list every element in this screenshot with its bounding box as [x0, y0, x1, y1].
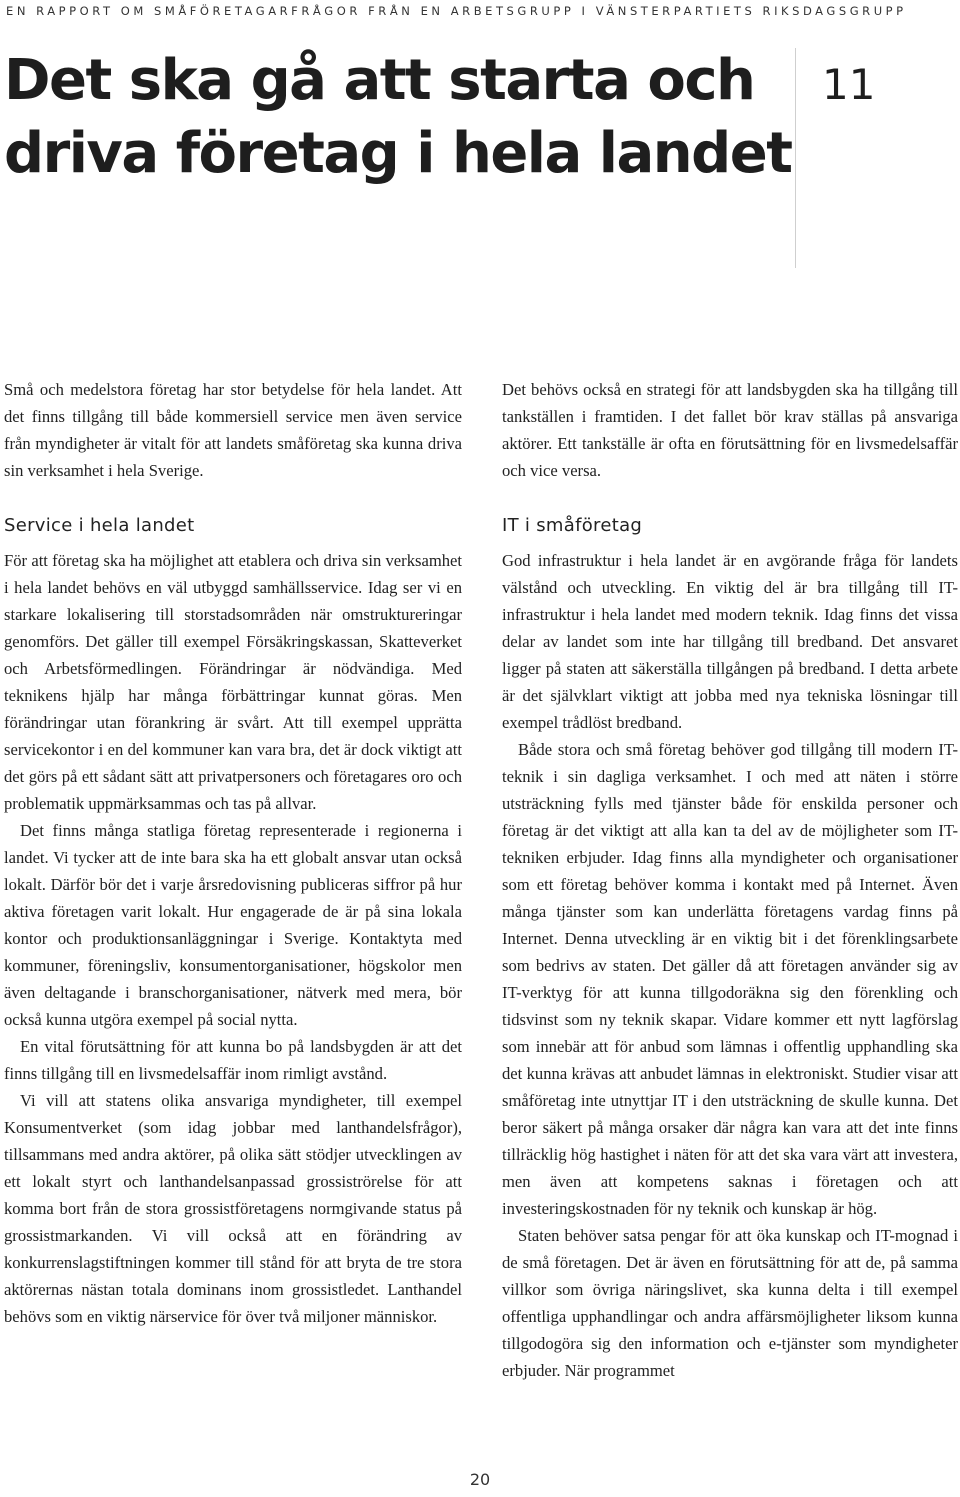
section-heading-it: IT i småföretag — [502, 515, 643, 536]
running-header: EN RAPPORT OM SMÅFÖRETAGARFRÅGOR FRÅN EN ARBETSGRUPP I VÄNSTERPARTIETS RIKSDAGSGRUPP — [6, 4, 907, 18]
chapter-title-line-1: Det ska gå att starta och — [4, 48, 755, 113]
section-heading-service: Service i hela landet — [4, 515, 195, 536]
chapter-number: 11 — [822, 60, 876, 109]
chapter-title-line-2: driva företag i hela landet — [4, 121, 792, 186]
body-paragraph: Det finns många statliga företag representerade i regionerna i landet. Vi tycker att de inte bara ska ha ett globalt ansvar utan också lokalt. Därför bör det i varje årsredovisning publiceras siffror på hur aktiva företagen varit lokalt. Hur engagerade de är på sina lokala kontor och produktionsanläggningar i Sverige. Kontaktyta med kommuner, föreningsliv, konsumentorganisationer, högskolor men även deltagande i branschorganisationer, nätverk med mera, bör också kunna utgöra exempel på social nytta. — [4, 821, 462, 1029]
vertical-divider — [795, 48, 796, 268]
body-paragraph: God infrastruktur i hela landet är en avgörande fråga för landets välstånd och utveckling. En viktig del är bra tillgång till IT-infrastruktur i hela landet med modern teknik. Idag finns det vissa delar av landet som inte har tillgång till bredband. Det ansvaret ligger på staten att säkerställa tillgången på bredband. I detta arbete är det självklart viktigt att jobba med nya tekniska lösningar till exempel trådlöst bredband. — [502, 551, 958, 732]
right-intro-paragraph: Det behövs också en strategi för att landsbygden ska ha tillgång till tankställen i framtiden. I det fallet bör krav ställas på ansvariga aktörer. Ett tankställe är ofta en förutsättning för en livsmedelsaffär och vice versa. — [502, 380, 958, 480]
left-column — [4, 376, 462, 1330]
body-paragraph: En vital förutsättning för att kunna bo på landsbygden är att det finns tillgång till en livsmedelsaffär inom rimligt avstånd. — [4, 1037, 462, 1083]
body-paragraph: För att företag ska ha möjlighet att etablera och driva sin verksamhet i hela landet behövs en väl utbyggd samhällsservice. Idag ser vi en starkare lokalisering till storstadsområden när omstruktureringar genomförs. Det gäller till exempel Försäkringskassan, Skatteverket och Arbetsförmedlingen. Förändringar är nödvändiga. Med teknikens hjälp har många förbättringar kunnat göras. Men förändringar utan förankring är svårt. Att till exempel upprätta servicekontor i en del kommuner kan vara bra, det är dock viktigt att det görs på ett sådant sätt att privatpersoners och företagares oro och problematik uppmärksammas och tas på allvar. — [4, 551, 462, 813]
chapter-title — [4, 44, 792, 190]
body-paragraph: Vi vill att statens olika ansvariga myndigheter, till exempel Konsumentverket (som idag jobbar med lanthandelsfrågor), tillsammans med andra aktörer, på olika sätt stödjer utvecklingen av ett lokalt styrt och lanthandelsanpassad grossiströrelse för att komma bort från de stora grossistföretagens normgivande status på grossistmarkanden. Vi vill också att en förändring av konkurrenslagstiftningen kommer till stånd för att bryta de tre stora aktörernas nästan totala dominans inom grossistledet. Lanthandel behövs som en viktig närservice för över två miljoner människor. — [4, 1091, 462, 1326]
page-number: 20 — [469, 1470, 491, 1489]
right-column — [502, 376, 958, 1384]
body-paragraph: Både stora och små företag behöver god tillgång till modern IT-teknik i sin dagliga verksamhet. I och med att näten i större utsträckning fylls med tjänster både för enskilda personer och företag är det viktigt att alla kan ta del av de möjligheter som IT-tekniken erbjuder. Idag finns alla myndigheter och organisationer som ett företag behöver komma i kontakt med på Internet. Även många tjänster som kan underlätta företagens vardag finns på Internet. Denna utveckling är en viktig bit i det förenklingsarbete som bedrivs av staten. Det gäller då att företagen använder sig av IT-verktyg för att kunna tillgodoräkna sig den förenkling och tidsvinst som ny teknik skapar. Vidare kommer ett nytt lagförslag som innebär att för anbud som lämnas i offentlig upphandling ska det kunna krävas att anbudet lämnas in elektroniskt. Studier visar att småföretag inte utnyttjar IT i den utsträckning de skulle kunna. Det beror säkert på många orsaker där några kan vara att det inte finns tillräcklig hög hastighet i näten för att det ska vara värt att investera, men även att kompetens saknas i företagen och att investeringskostnaden för ny teknik och kunskap är hög. — [502, 740, 958, 1218]
left-intro-paragraph: Små och medelstora företag har stor betydelse för hela landet. Att det finns tillgång till både kommersiell service men även service från myndigheter är vitalt för att landets småföretag ska kunna driva sin verksamhet i hela Sverige. — [4, 380, 462, 480]
body-paragraph: Staten behöver satsa pengar för att öka kunskap och IT-mognad i de små företagen. Det är även en förutsättning för att de, på samma villkor som övriga näringslivet, ska kunna delta i till exempel offentliga upphandlingar och andra affärsmöjligheter liksom kunna tillgodogöra sig den information och e-tjänster som myndigheter erbjuder. När programmet — [502, 1226, 958, 1380]
